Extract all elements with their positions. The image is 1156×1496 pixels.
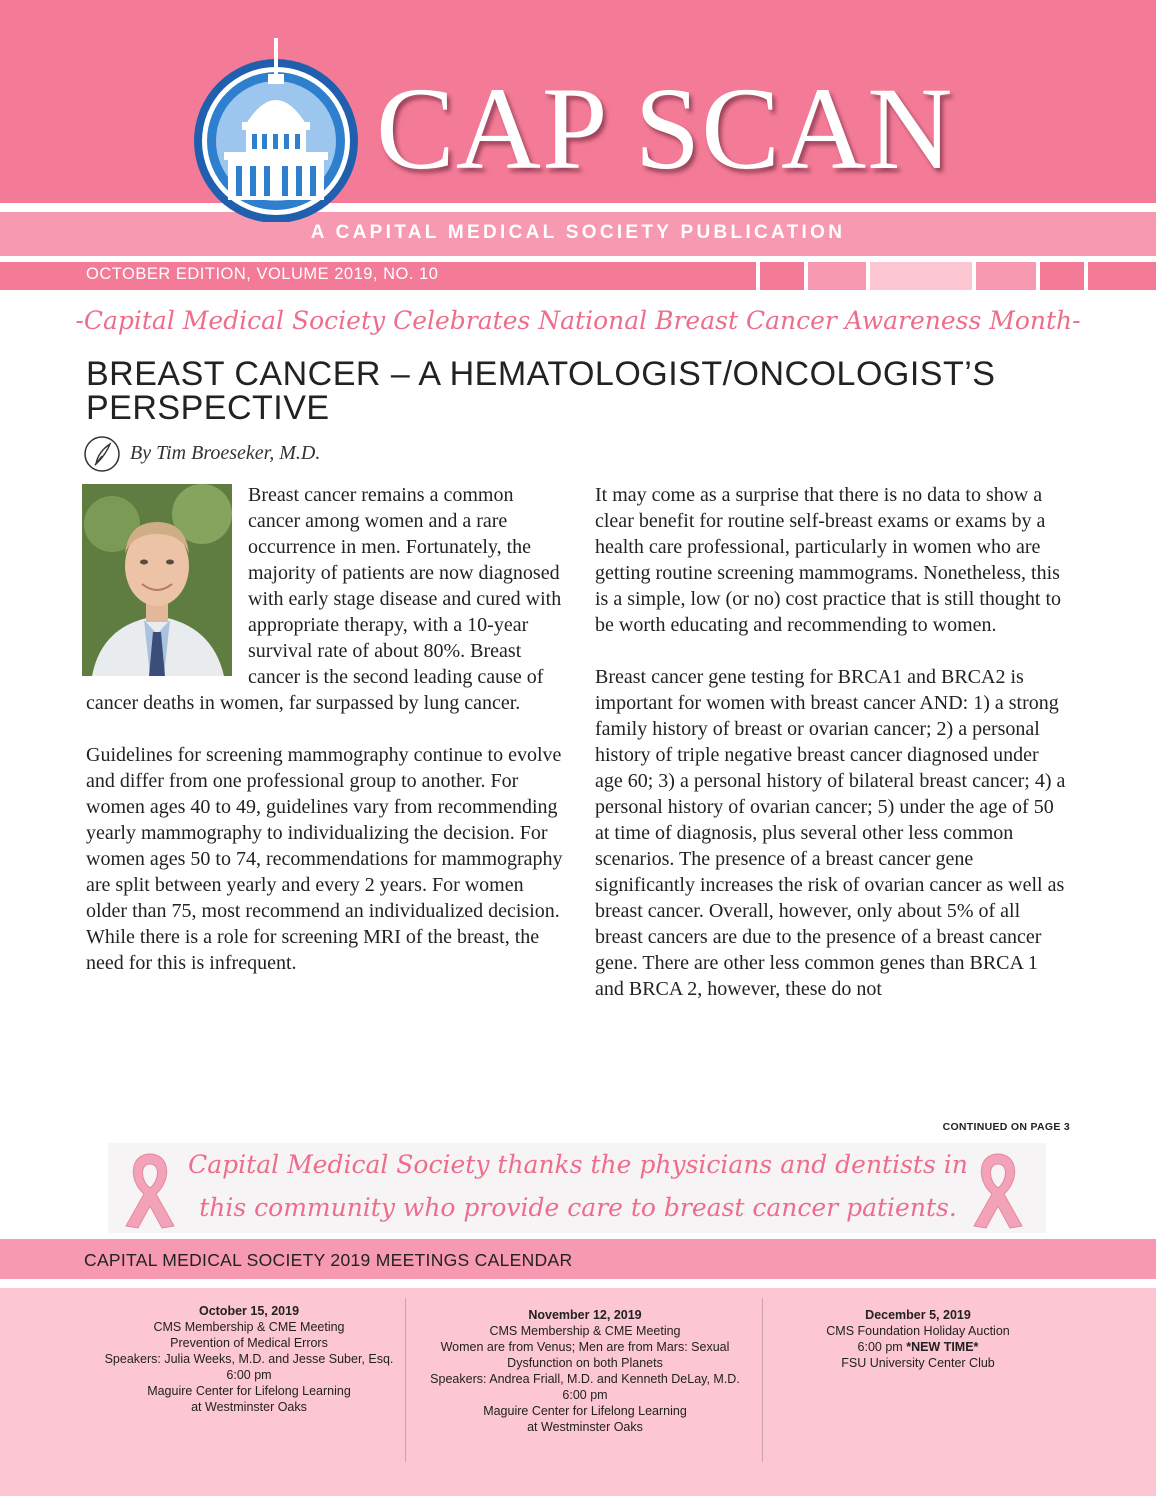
article-byline: By Tim Broeseker, M.D.: [130, 442, 321, 464]
event-line: CMS Membership & CME Meeting: [489, 1324, 681, 1338]
new-time-note: *NEW TIME*: [906, 1340, 979, 1354]
event-line: [768, 1339, 1068, 1355]
event-line: Prevention of Medical Errors: [170, 1336, 328, 1350]
calendar-title: CAPITAL MEDICAL SOCIETY 2019 MEETINGS CALENDAR: [84, 1250, 573, 1270]
continued-link[interactable]: CONTINUED ON PAGE 3: [942, 1121, 1070, 1133]
event-date: November 12, 2019: [528, 1308, 642, 1322]
event-line: Women are from Venus; Men are from Mars: Sexual: [440, 1340, 730, 1354]
event-line: Maguire Center for Lifelong Learning: [483, 1404, 687, 1418]
publication-tagline: A CAPITAL MEDICAL SOCIETY PUBLICATION: [310, 222, 846, 243]
event-line: 6:00 pm: [226, 1368, 272, 1382]
article-paragraph: It may come as a surprise that there is no data to show a clear benefit for routine self-breast exams or exams by a health care professional, particularly in women who are getting routine screening mammograms. Nonetheless, this is a simple, low (or no) cost practice that is still thought to be worth educating and recommending to women.: [595, 484, 1062, 636]
article-right-column: [595, 482, 1070, 1028]
portrait-image: [82, 484, 232, 676]
event-line: Maguire Center for Lifelong Learning: [147, 1384, 351, 1398]
article-paragraph: Breast cancer remains a common cancer among women and a rare occurrence in men. Fortunately, the majority of patients are now diagnosed with early stage disease and cured with appropriate therapy, with a 10-year survival rate of about 80%. Breast cancer is the second leading cause of cancer deaths in women, far surpassed by lung cancer.: [86, 484, 562, 714]
event-line: at Westminster Oaks: [527, 1420, 643, 1434]
thanks-line: this community who provide care to breast cancer patients.: [199, 1193, 957, 1222]
event-time: 6:00 pm: [857, 1340, 903, 1354]
calendar-divider: [762, 1298, 763, 1462]
event-line: FSU University Center Club: [841, 1356, 995, 1370]
capitol-logo-icon: [188, 36, 364, 222]
event-date: December 5, 2019: [865, 1308, 971, 1322]
decor-block: [1040, 262, 1084, 290]
event-line: CMS Foundation Holiday Auction: [826, 1324, 1010, 1338]
edition-label: OCTOBER EDITION, VOLUME 2019, NO. 10: [86, 265, 439, 283]
event-line: Speakers: Julia Weeks, M.D. and Jesse Suber, Esq.: [104, 1352, 394, 1366]
masthead-title: CAP SCAN: [376, 63, 954, 194]
article-paragraph: Breast cancer gene testing for BRCA1 and BRCA2 is important for women with breast cancer AND: 1) a strong family history of breast or ovarian cancer; 2) a personal history of triple negative breast cancer diagnosed under age 60; 3) a personal history of bilateral breast cancer; 4) a personal history of ovarian cancer; 5) under the age of 50 at time of diagnosis, plus several other less common scenarios. The presence of a breast cancer gene significantly increases the risk of ovarian cancer as well as breast cancer. Overall, however, only about 5% of all breast cancers are due to the presence of a breast cancer gene. There are other less common genes than BRCA 1 and BRCA 2, however, these do not: [595, 666, 1066, 1000]
article-paragraph: Guidelines for screening mammography continue to evolve and differ from one professional group to another. For women ages 40 to 49, guidelines vary from recommending yearly mammography to individualizing the decision. For women ages 50 to 74, recommendations for mammography are split between yearly and every 2 years. For women older than 75, most recommend an individualized decision. While there is a role for screening MRI of the breast, the need for this is infrequent.: [86, 744, 563, 974]
masthead-divider: [0, 203, 1156, 212]
headline-line: BREAST CANCER – A HEMATOLOGIST/ONCOLOGIST’S: [86, 355, 996, 393]
decor-block: [760, 262, 804, 290]
calendar-event: [410, 1307, 760, 1435]
calendar-event: [768, 1307, 1068, 1371]
decor-block: [976, 262, 1036, 290]
calendar-event: [84, 1303, 414, 1415]
calendar-divider: [405, 1298, 406, 1462]
headline-line: PERSPECTIVE: [86, 389, 330, 427]
event-line: 6:00 pm: [562, 1388, 608, 1402]
author-photo: [82, 484, 232, 676]
awareness-banner: -Capital Medical Society Celebrates National Breast Cancer Awareness Month-: [75, 306, 1081, 335]
event-line: Speakers: Andrea Friall, M.D. and Kenneth DeLay, M.D.: [430, 1372, 740, 1386]
decor-block: [870, 262, 972, 290]
event-line: at Westminster Oaks: [191, 1400, 307, 1414]
event-line: Dysfunction on both Planets: [507, 1356, 663, 1370]
event-date: October 15, 2019: [198, 1304, 300, 1318]
quill-icon: [82, 434, 122, 474]
event-line: CMS Membership & CME Meeting: [153, 1320, 345, 1334]
article-left-column: [86, 482, 564, 1002]
decor-block: [1088, 262, 1156, 290]
decor-block: [808, 262, 866, 290]
article-headline: [86, 357, 1086, 425]
thanks-line: Capital Medical Society thanks the physicians and dentists in: [188, 1150, 968, 1179]
